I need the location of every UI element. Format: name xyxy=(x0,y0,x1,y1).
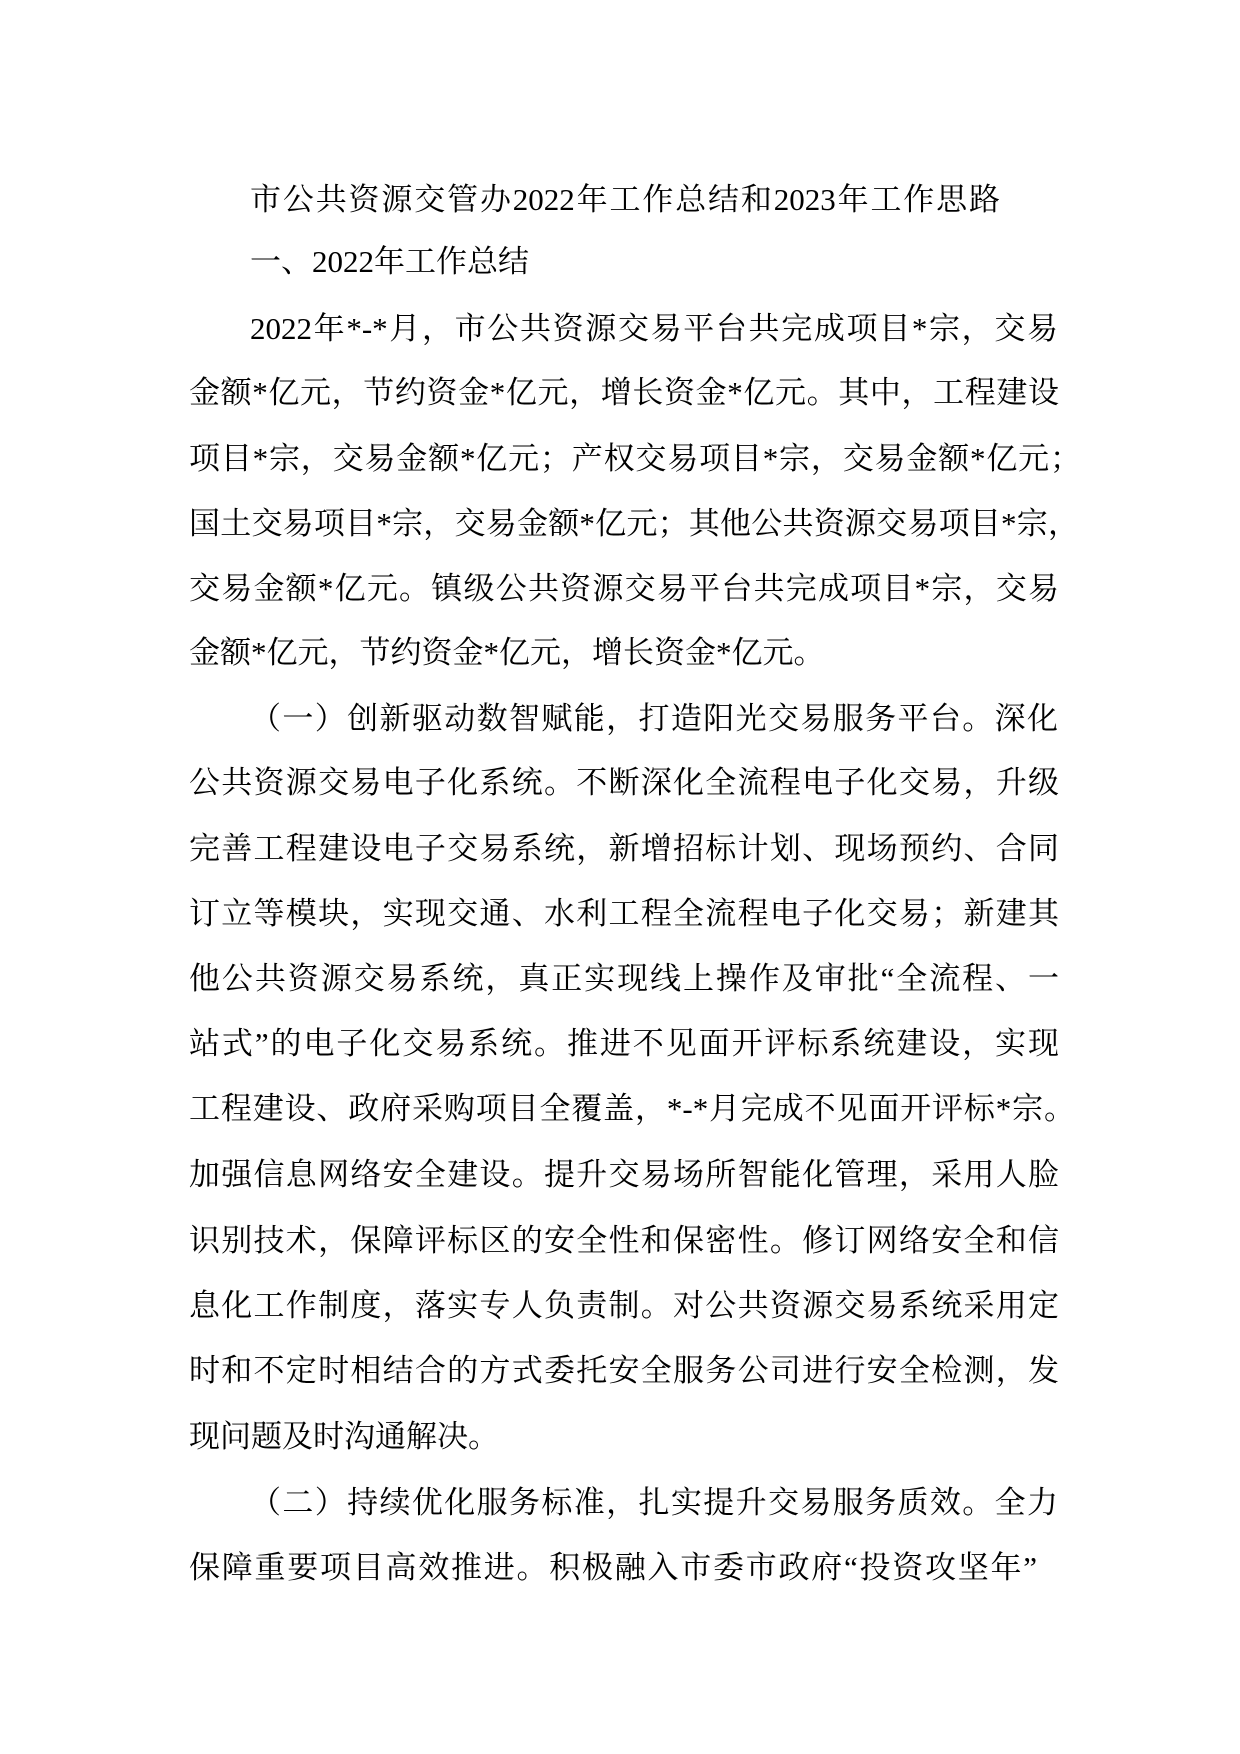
paragraph-line: 公共资源交易电子化系统。不断深化全流程电子化交易，升级 xyxy=(189,765,1059,800)
paragraph-line: 国土交易项目*宗，交易金额*亿元；其他公共资源交易项目*宗， xyxy=(189,506,1079,541)
paragraph-line: （二）持续优化服务标准，扎实提升交易服务质效。全力 xyxy=(250,1485,1058,1520)
paragraph-line: 加强信息网络安全建设。提升交易场所智能化管理，采用人脸 xyxy=(189,1157,1059,1192)
paragraph-line: 息化工作制度，落实专人负责制。对公共资源交易系统采用定 xyxy=(189,1288,1059,1323)
paragraph-line: 识别技术，保障评标区的安全性和保密性。修订网络安全和信 xyxy=(189,1223,1059,1258)
paragraph-line: （一）创新驱动数智赋能，打造阳光交易服务平台。深化 xyxy=(250,701,1058,736)
paragraph-line: 项目*宗，交易金额*亿元；产权交易项目*宗，交易金额*亿元； xyxy=(189,441,1081,476)
paragraph-line: 2022年*-*月，市公共资源交易平台共完成项目*宗，交易 xyxy=(250,311,1058,346)
paragraph-line: 金额*亿元，节约资金*亿元，增长资金*亿元。 xyxy=(189,635,825,670)
paragraph-line: 时和不定时相结合的方式委托安全服务公司进行安全检测，发 xyxy=(189,1353,1059,1388)
paragraph-line: 现问题及时沟通解决。 xyxy=(189,1419,499,1454)
paragraph-line: 保障重要项目高效推进。积极融入市委市政府“投资攻坚年” xyxy=(189,1550,1037,1585)
paragraph-line: 金额*亿元，节约资金*亿元，增长资金*亿元。其中，工程建设 xyxy=(189,375,1059,410)
document-title: 市公共资源交管办2022年工作总结和2023年工作思路 xyxy=(250,182,1000,217)
paragraph-line: 站式”的电子化交易系统。推进不见面开评标系统建设，实现 xyxy=(189,1026,1059,1061)
paragraph-line: 订立等模块，实现交通、水利工程全流程电子化交易；新建其 xyxy=(189,896,1059,931)
section-heading: 一、2022年工作总结 xyxy=(250,244,529,279)
paragraph-line: 完善工程建设电子交易系统，新增招标计划、现场预约、合同 xyxy=(189,831,1059,866)
paragraph-line: 工程建设、政府采购项目全覆盖，*-*月完成不见面开评标*宗。 xyxy=(189,1091,1075,1126)
paragraph-line: 交易金额*亿元。镇级公共资源交易平台共完成项目*宗，交易 xyxy=(189,571,1059,606)
paragraph-line: 他公共资源交易系统，真正实现线上操作及审批“全流程、一 xyxy=(189,961,1059,996)
